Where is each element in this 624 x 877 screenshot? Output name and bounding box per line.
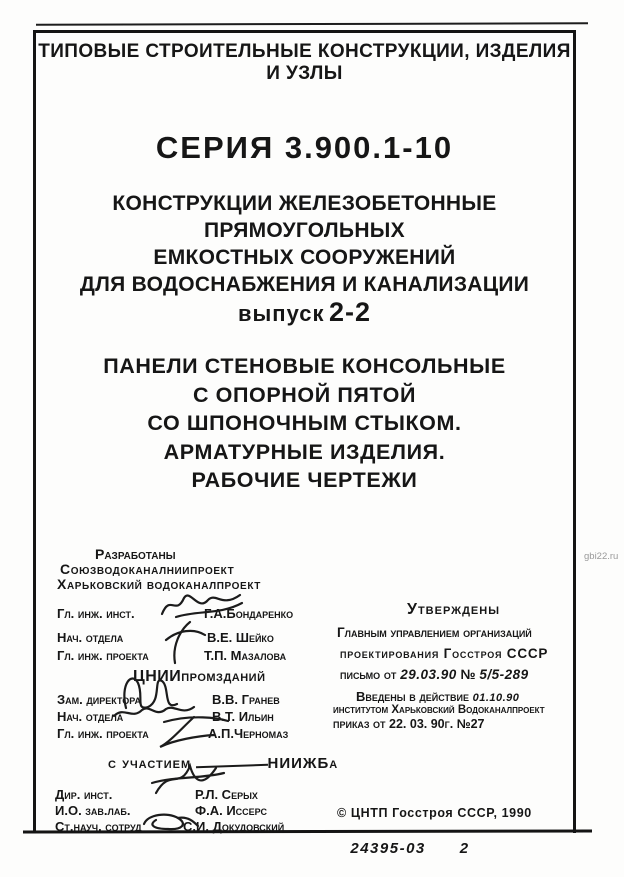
signer-name: А.П.Черномаз — [208, 726, 289, 741]
number-sign: № — [460, 667, 476, 682]
sheet-number: 2 — [459, 840, 470, 857]
issue-line — [36, 297, 573, 328]
signature-scribble — [160, 618, 210, 666]
approved-heading: Утверждены — [407, 601, 500, 618]
signer-row — [57, 692, 337, 708]
subject-block — [36, 190, 573, 298]
signer-role: Гл. инж. проекта — [57, 726, 149, 741]
doc-number: 24395-03 — [350, 840, 426, 857]
effective-date: 01.10.90 — [472, 692, 520, 704]
approved-letter-line — [340, 667, 529, 682]
effective-line — [356, 689, 519, 704]
watermark: gbi22.ru — [584, 551, 619, 562]
header-strip-title: ТИПОВЫЕ СТРОИТЕЛЬНЫЕ КОНСТРУКЦИИ, ИЗДЕЛИЯ И УЗЛЫ — [38, 41, 571, 84]
letter-date: 29.03.90 — [400, 667, 457, 682]
signer-name: С.И. Докудовский — [183, 819, 285, 834]
signer-name: В.Т. Ильин — [212, 709, 274, 724]
developed-org-secondary: Харьковский водоканалпроект — [57, 576, 261, 592]
signature-scribble — [152, 714, 232, 750]
title-line-1: ПАНЕЛИ СТЕНОВЫЕ КОНСОЛЬНЫЕ — [103, 354, 506, 378]
order-line: приказ от 22. 03. 90г. №27 — [333, 717, 485, 731]
signer-role: Ст.науч. сотруд — [55, 819, 142, 834]
signature-scribble — [138, 812, 200, 832]
subject-line-1: КОНСТРУКЦИИ ЖЕЛЕЗОБЕТОННЫЕ ПРЯМОУГОЛЬНЫХ — [112, 192, 497, 242]
letter-number: 5/5-289 — [479, 667, 529, 682]
signer-role: Гл. инж. инст. — [57, 606, 135, 621]
title-line-5: РАБОЧИЕ ЧЕРТЕЖИ — [191, 468, 418, 492]
letter-label: письмо от — [340, 667, 397, 682]
approved-line-1: Главным управлением организаций — [337, 625, 532, 640]
signer-name: Р.Л. Серых — [195, 787, 258, 802]
subject-line-2: ЕМКОСТНЫХ СООРУЖЕНИЙ — [153, 246, 456, 269]
signature-scribble — [158, 590, 244, 620]
signer-name: В.Е. Шейко — [207, 630, 274, 645]
series-title: СЕРИЯ 3.900.1-10 — [155, 130, 454, 165]
title-line-3: СО ШПОНОЧНЫМ СТЫКОМ. — [147, 411, 462, 435]
signer-name: Г.А.Бондаренко — [204, 606, 294, 621]
approved-line-2: проектирования Госстроя СССР — [340, 646, 549, 661]
title-line-4: АРМАТУРНЫЕ ИЗДЕЛИЯ. — [163, 439, 446, 464]
sheet-number-line — [300, 840, 520, 857]
developed-org-cnii: ЦНИИпромзданий — [133, 668, 266, 685]
developed-heading: Разработаны — [95, 546, 176, 562]
signer-name: В.В. Гранев — [212, 692, 280, 707]
signer-role: И.О. зав.лаб. — [55, 803, 131, 818]
signer-role: Нач. отдела — [57, 709, 124, 724]
signer-role: Дир. инст. — [55, 787, 113, 802]
scan-edge-line — [36, 22, 588, 25]
subject-line-3: ДЛЯ ВОДОСНАБЖЕНИЯ И КАНАЛИЗАЦИИ — [79, 273, 530, 296]
participation-prefix: с участием — [108, 755, 192, 772]
title-line-2: С ОПОРНОЙ ПЯТОЙ — [192, 382, 417, 407]
issue-label: выпуск — [237, 301, 325, 326]
copyright-line: © ЦНТП Госстроя СССР, 1990 — [337, 806, 532, 820]
signer-role: Гл. инж. проекта — [57, 648, 149, 663]
developed-org-primary: Союзводоканалниипроект — [60, 561, 235, 577]
title-block — [36, 352, 573, 495]
effective-label: Введены в действие — [356, 689, 469, 704]
signer-role: Зам. директора — [57, 692, 141, 707]
signature-scribble — [150, 762, 228, 798]
signer-name: Ф.А. Иссерс — [195, 803, 267, 818]
participation-org: НИИЖБа — [267, 755, 339, 772]
issue-number: 2-2 — [328, 297, 372, 327]
signer-role: Нач. отдела — [57, 630, 124, 645]
signer-name: Т.П. Мазалова — [204, 648, 287, 663]
effective-by: институтом Харьковский Водоканалпроект — [333, 704, 545, 716]
